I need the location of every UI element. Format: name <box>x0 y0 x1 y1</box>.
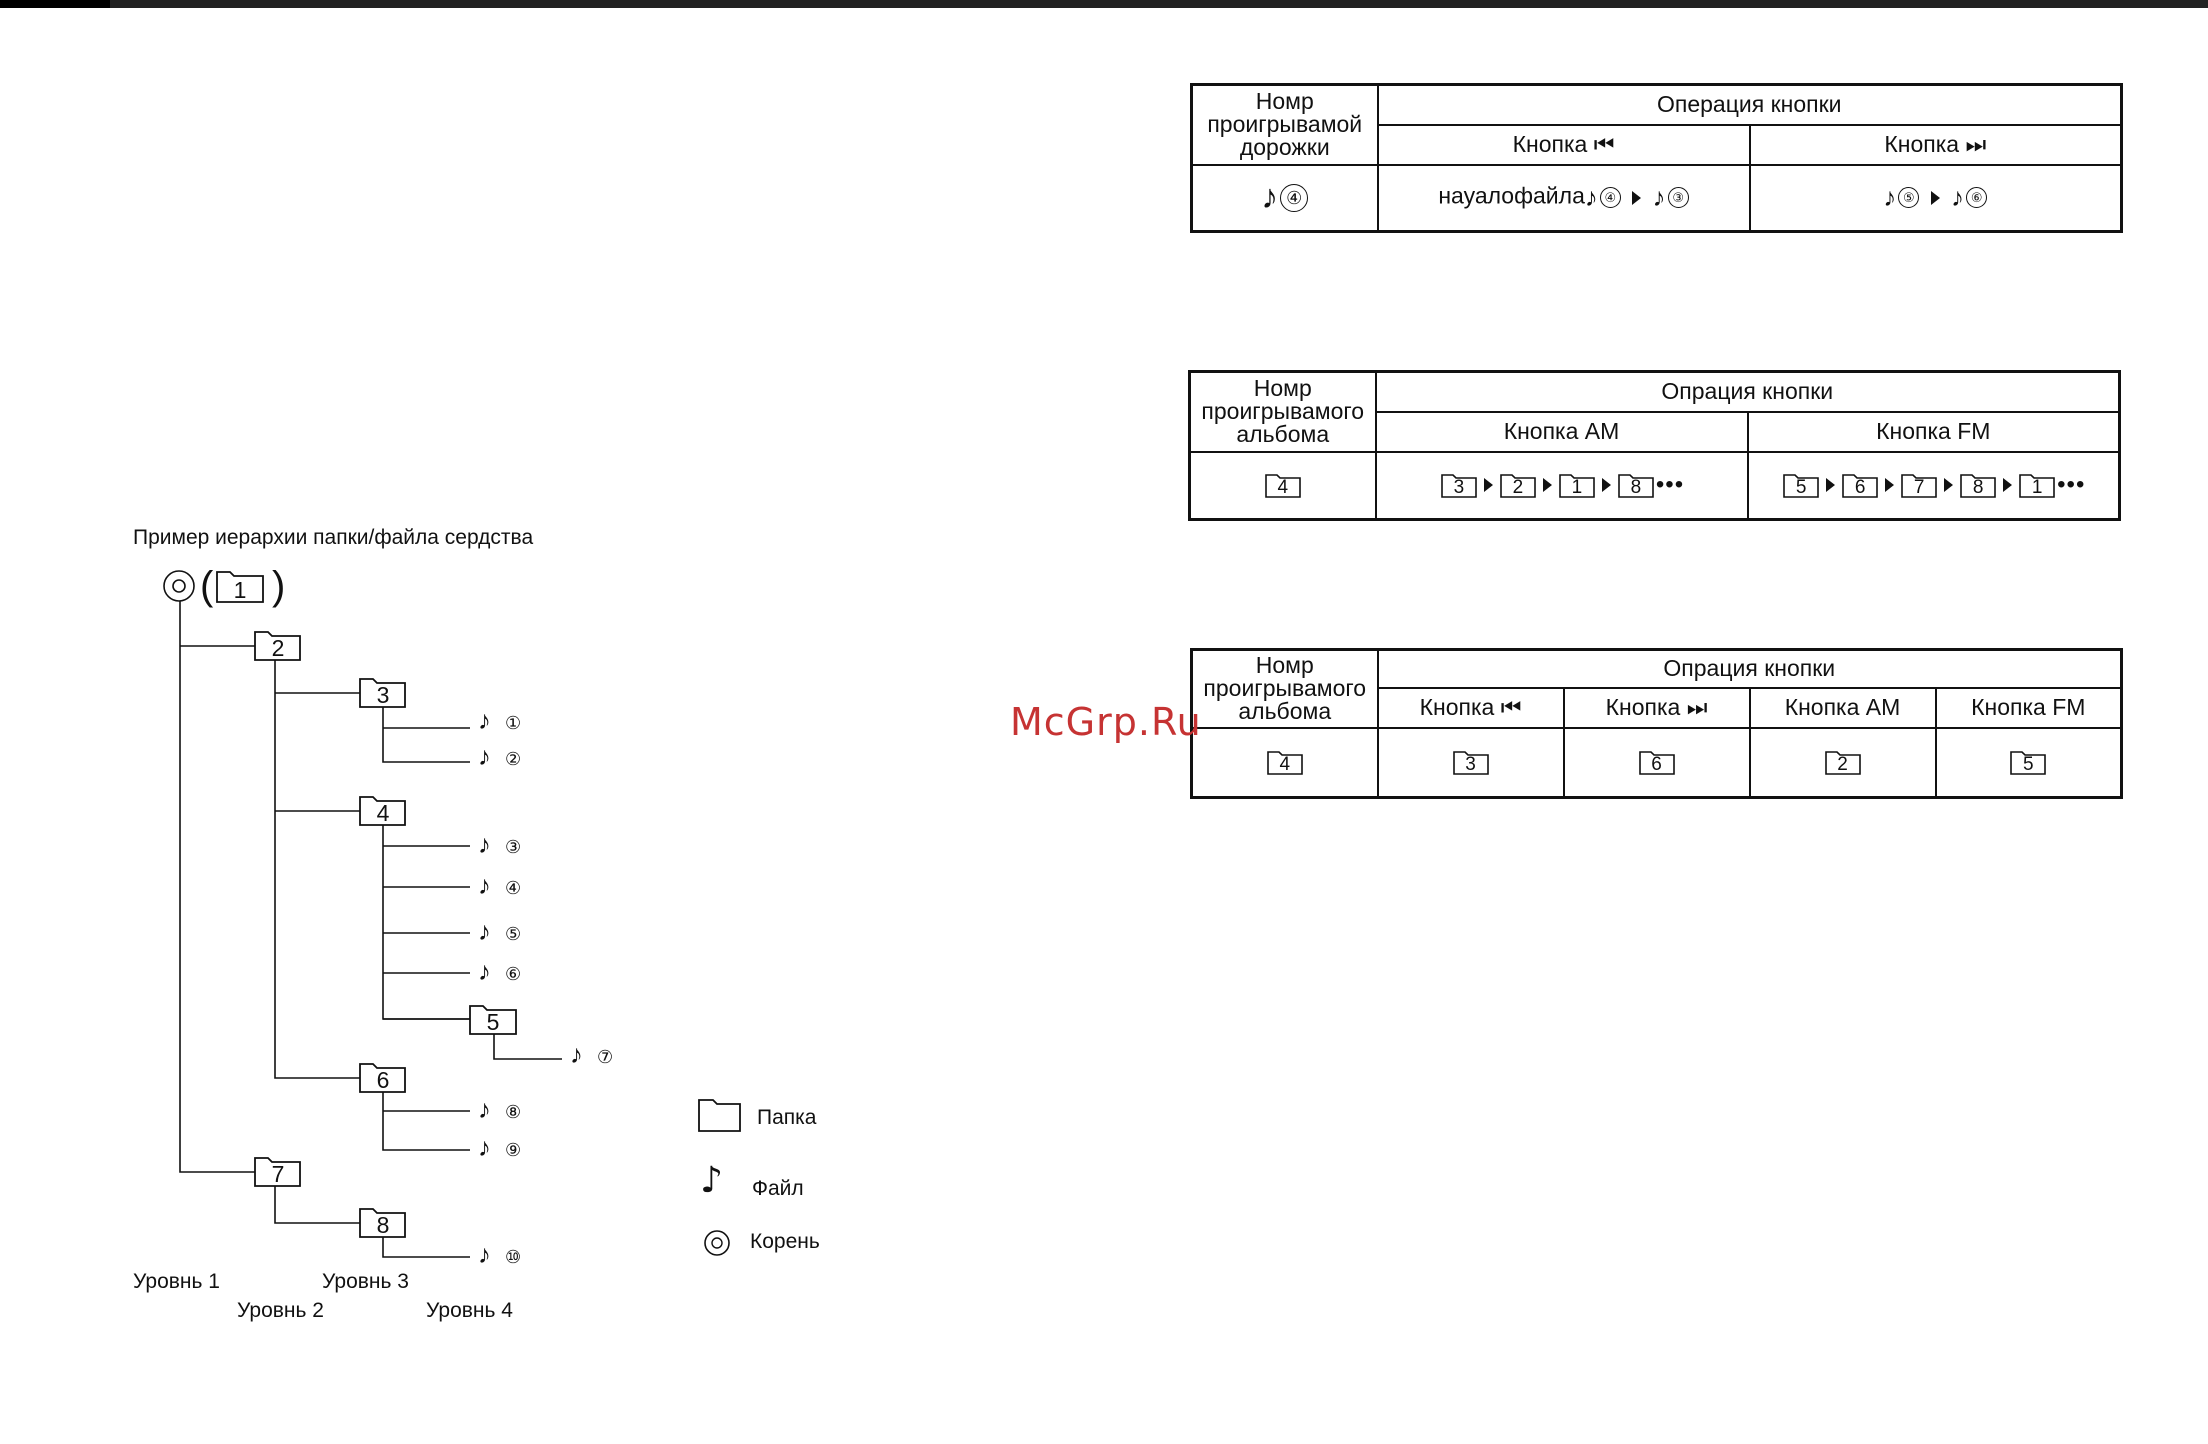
note-icon: ♪ <box>478 870 491 900</box>
am-button-header: Кнопка AM <box>1376 412 1748 452</box>
legend-folder-icon <box>697 1097 743 1133</box>
watermark: McGrp.Ru <box>1010 700 1202 744</box>
album-number-header: Номр проигрывамого альбома <box>1192 650 1378 728</box>
folder-icon: 7 <box>1901 472 1937 498</box>
paren-close: ) <box>272 564 286 608</box>
file-number: ④ <box>505 878 522 898</box>
note-icon: ♪ <box>478 705 491 735</box>
file-number: ③ <box>505 837 522 857</box>
legend-root-label: Корень <box>750 1230 820 1253</box>
folder-icon: 8 <box>1960 472 1996 498</box>
am-sequence-cell: 3 2 1 8 ••• <box>1376 452 1748 520</box>
note-icon: ♪ <box>478 829 491 859</box>
file-number: ⑧ <box>505 1102 522 1122</box>
folder-icon: 2 <box>1500 472 1536 498</box>
note-icon: ♪ <box>478 1094 491 1124</box>
folder-label-4: 4 <box>376 800 390 826</box>
next-result-cell <box>1564 728 1750 798</box>
folder-icon: 6 <box>1842 472 1878 498</box>
note-icon: ♪ <box>1584 182 1598 213</box>
folder-icon: 3 <box>1441 472 1477 498</box>
file-number: ⑩ <box>505 1247 522 1267</box>
prev-button-header: Кнопка ⏮ <box>1378 688 1564 728</box>
arrow-icon <box>1931 191 1940 205</box>
folder-icon: 3 <box>1453 749 1489 775</box>
legend-root-icon <box>702 1228 732 1258</box>
legend-file-label: Файл <box>752 1177 804 1200</box>
folder-icon: 2 <box>1825 749 1861 775</box>
file-number: ⑥ <box>505 964 522 984</box>
arrow-icon <box>2003 478 2012 492</box>
file-number: ⑤ <box>505 924 522 944</box>
folder-label-8: 8 <box>376 1212 390 1238</box>
note-icon: ♪ <box>478 1132 491 1162</box>
operation-header: Опрация кнопки <box>1378 650 2122 688</box>
track-operation-table <box>1190 83 2123 233</box>
album-four-button-table <box>1190 648 2123 799</box>
prev-result-cell: науалофайла♪ ④ ♪ ③ <box>1378 165 1750 232</box>
note-icon: ♪ <box>478 741 491 771</box>
folder-label-1: 1 <box>233 577 247 603</box>
fm-button-header: Кнопка FM <box>1748 412 2120 452</box>
legend-folder-label: Папка <box>757 1106 817 1129</box>
operation-header: Опрация кнопки <box>1376 372 2120 412</box>
note-icon: ♪ <box>570 1039 583 1069</box>
am-button-header: Кнопка AM <box>1750 688 1936 728</box>
level-label-3: Уровнь 3 <box>322 1270 409 1293</box>
album-number-cell <box>1192 728 1378 798</box>
note-icon: ♪ <box>478 956 491 986</box>
track-number-header: Номр проигрывамой дорожки <box>1192 85 1378 165</box>
folder-label-3: 3 <box>376 682 390 708</box>
level-label-2: Уровнь 2 <box>237 1299 324 1322</box>
folder-tree-diagram <box>0 0 900 1330</box>
fm-button-header: Кнопка FM <box>1936 688 2122 728</box>
arrow-icon <box>1484 478 1493 492</box>
folder-icon: 4 <box>1267 749 1303 775</box>
note-icon: ♪ <box>1883 182 1897 213</box>
file-number: ② <box>505 749 522 769</box>
arrow-icon <box>1826 478 1835 492</box>
fm-result-cell <box>1936 728 2122 798</box>
folder-icon: 4 <box>1265 472 1301 498</box>
album-number-header: Номр проигрывамого альбома <box>1190 372 1376 452</box>
folder-label-6: 6 <box>376 1067 390 1093</box>
folder-icon: 8 <box>1618 472 1654 498</box>
fm-sequence-cell: 5 6 7 8 1 ••• <box>1748 452 2120 520</box>
note-icon: ♪ <box>1951 182 1965 213</box>
paren-open: ( <box>200 564 214 608</box>
folder-icon: 1 <box>1559 472 1595 498</box>
folder-icon: 5 <box>2010 749 2046 775</box>
folder-label-2: 2 <box>271 635 285 661</box>
album-number-cell <box>1190 452 1376 520</box>
folder-icon: 6 <box>1639 749 1675 775</box>
operation-header: Операция кнопки <box>1378 85 2122 125</box>
arrow-icon <box>1602 478 1611 492</box>
arrow-icon <box>1944 478 1953 492</box>
file-number: ① <box>505 713 522 733</box>
album-am-fm-table <box>1188 370 2121 521</box>
legend-file-icon: ♪ <box>700 1160 723 1201</box>
file-number: ⑨ <box>505 1140 522 1160</box>
folder-label-7: 7 <box>271 1161 285 1187</box>
arrow-icon <box>1632 191 1641 205</box>
am-result-cell <box>1750 728 1936 798</box>
file-number: ⑦ <box>597 1047 614 1067</box>
level-label-1: Уровнь 1 <box>133 1270 220 1293</box>
next-button-header: Кнопка ⏭ <box>1750 125 2122 165</box>
note-icon: ♪ <box>1652 182 1666 213</box>
arrow-icon <box>1885 478 1894 492</box>
note-icon: ♪ <box>478 1239 491 1269</box>
note-icon: ♪ <box>1261 178 1279 217</box>
arrow-icon <box>1543 478 1552 492</box>
prev-button-header: Кнопка ⏮ <box>1378 125 1750 165</box>
track-number-cell: ♪ ④ <box>1192 165 1378 232</box>
folder-label-5: 5 <box>486 1009 500 1035</box>
folder-icon: 1 <box>2019 472 2055 498</box>
level-label-4: Уровнь 4 <box>426 1299 513 1322</box>
note-icon: ♪ <box>478 916 491 946</box>
next-result-cell: ♪ ⑤ ♪ ⑥ <box>1750 165 2122 232</box>
next-button-header: Кнопка ⏭ <box>1564 688 1750 728</box>
hierarchy-title: Пример иерархии папки/файла сердства <box>133 526 534 549</box>
folder-icon: 5 <box>1783 472 1819 498</box>
prev-result-cell <box>1378 728 1564 798</box>
